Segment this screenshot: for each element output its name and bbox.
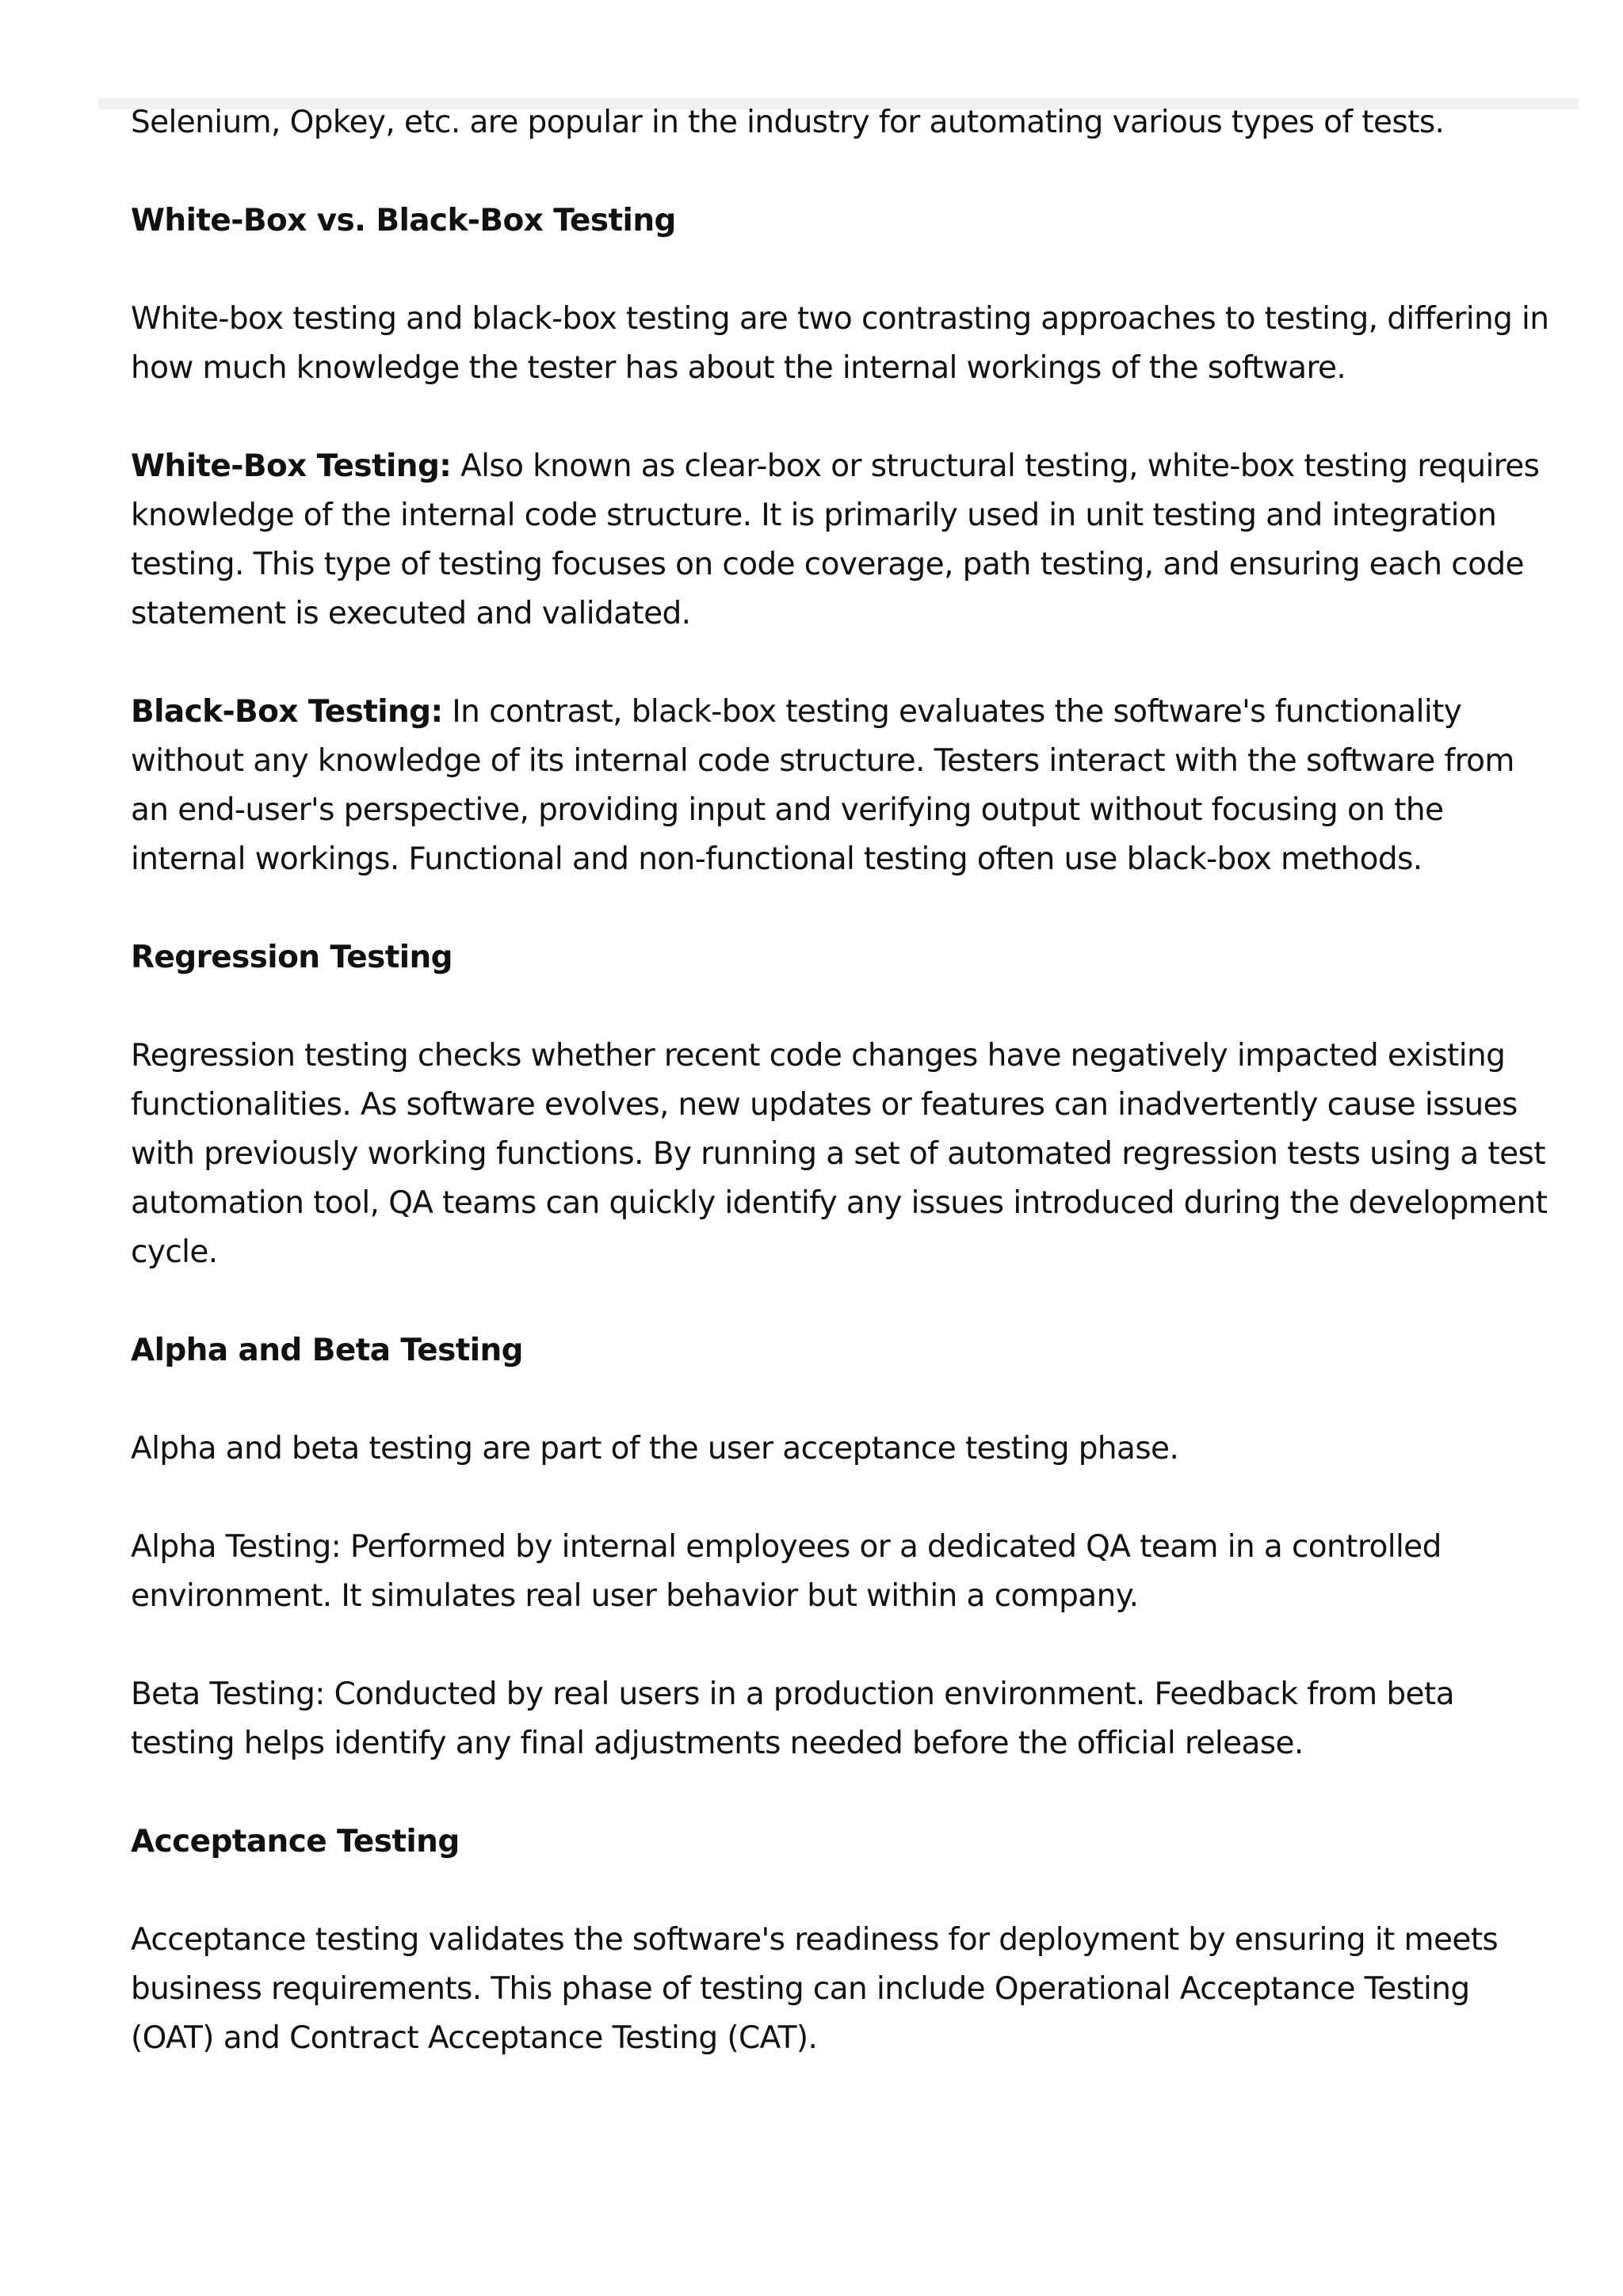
heading-acceptance-testing: Acceptance Testing xyxy=(131,1824,460,1859)
black-box-text: In contrast, black-box testing evaluates the software's functionality without any knowledge of its internal code structure. Testers interact with the software from an end-user's perspective, providing input and verifying output without focusing on the internal workings. Functional and non-functional testing often use black-box methods. xyxy=(131,694,1514,877)
black-box-label: Black-Box Testing: xyxy=(131,694,443,730)
alpha-beta-intro-paragraph: Alpha and beta testing are part of the user acceptance testing phase. xyxy=(131,1431,1179,1466)
regression-paragraph: Regression testing checks whether recent code changes have negatively impacted existing functionalities. As software evolves, new updates or features can inadvertently cause issues with previously working functions. By running a set of automated regression tests using a test automation tool, QA teams can quickly identify any issues introduced during the development cycle. xyxy=(131,1038,1548,1270)
alpha-testing-paragraph: Alpha Testing: Performed by internal employees or a dedicated QA team in a controlled environment. It simulates real user behavior but within a company. xyxy=(131,1529,1442,1614)
heading-alpha-beta-testing: Alpha and Beta Testing xyxy=(131,1333,523,1368)
white-box-label: White-Box Testing: xyxy=(131,448,452,484)
article-body xyxy=(131,98,1549,2063)
beta-testing-paragraph: Beta Testing: Conducted by real users in a production environment. Feedback from beta testing helps identify any final adjustments needed before the official release. xyxy=(131,1676,1454,1761)
heading-regression-testing: Regression Testing xyxy=(131,940,453,975)
white-box-text: Also known as clear-box or structural testing, white-box testing requires knowledge of the internal code structure. It is primarily used in unit testing and integration testing. This type of testing focuses on code coverage, path testing, and ensuring each code statement is executed and validated. xyxy=(131,448,1540,631)
white-box-paragraph xyxy=(131,442,1549,639)
intro-tail-paragraph: Selenium, Opkey, etc. are popular in the industry for automating various types of tests. xyxy=(131,105,1445,140)
wb-bb-intro-paragraph: White-box testing and black-box testing are two contrasting approaches to testing, differing in how much knowledge the tester has about the internal workings of the software. xyxy=(131,301,1549,386)
black-box-paragraph xyxy=(131,688,1549,884)
acceptance-paragraph: Acceptance testing validates the software's readiness for deployment by ensuring it meets business requirements. This phase of testing can include Operational Acceptance Testing (OAT) and Contract Acceptance Testing (CAT). xyxy=(131,1922,1499,2056)
heading-white-vs-black-box: White-Box vs. Black-Box Testing xyxy=(131,203,676,238)
